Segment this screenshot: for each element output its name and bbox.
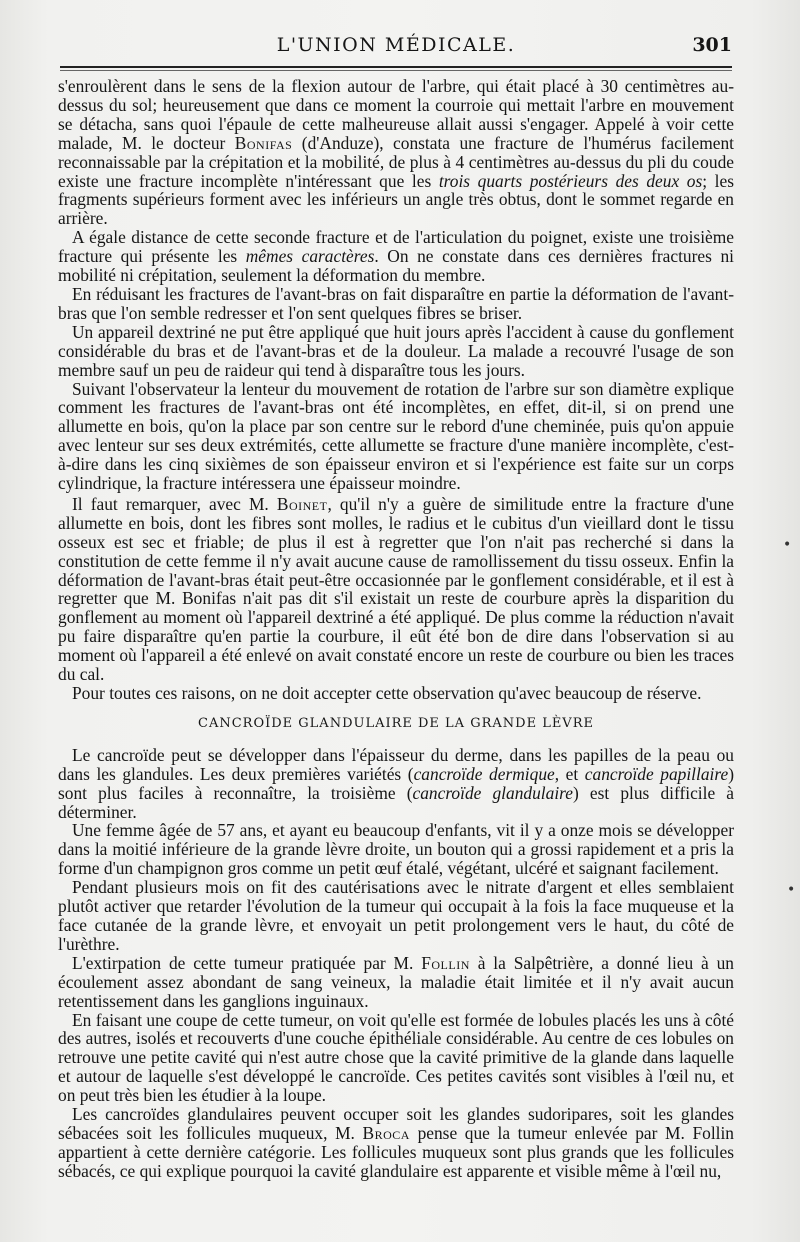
paragraph <box>58 285 734 323</box>
emphasis-text: cancroïde papillaire <box>584 763 729 784</box>
paragraph-text: , qu'il n'y a guère de similitude entre la fracture d'une allumette en bois, dont les fibres sont molles, le radius et le cubitus d'un vieillard dont le tissu osseux est sec et friable; de plus il est à regretter que l'on n'ait pas recherché si dans la constitution de cette femme il n'y avait aucune cause de ramollissement du tissu osseux. Enfin la déformation de l'avant-bras était peut-être occasionnée par le gonflement considérable, et il est à regretter que M. Bonifas n'ait pas dit s'il existait un reste de courbure après la disparition du gonflement au moment où l'appareil dextriné a été appliqué. De plus comme la réduction n'avait pu faire disparaître qu'en partie la courbure, il eût été bon de dire dans l'observation si au moment où l'appareil a été enlevé on avait constaté encore un reste de courbure ou bien les traces du cal. <box>58 493 734 685</box>
paragraph-text: s'enroulèrent dans le sens de la flexion autour de l'arbre, qui était placé à 30 centimètres au-dessus du sol; heureusement que dans ce moment la courroie qui mettait l'arbre en mouvement se détacha, sans quoi l'épaule de cette malheureuse allait aussi s'engager. Appelé à voir cette malade, M. le docteur <box>58 76 734 153</box>
header-rule-thin <box>60 70 732 71</box>
page-header <box>60 32 732 62</box>
paragraph-text: ) est plus difficile à déterminer. <box>58 782 734 822</box>
paragraph <box>58 746 734 822</box>
paragraph-text: Il faut remarquer, avec M. <box>72 493 277 514</box>
paragraph-text: . On ne constate dans ces dernières fractures ni mobilité ni crépitation, seulement la déformation du membre. <box>58 246 734 286</box>
paragraph <box>58 228 734 285</box>
paragraph-text: ; les fragments supérieurs forment avec les inférieurs un angle très obtus, dont le sommet regarde en arrière. <box>58 170 734 229</box>
emphasis-text: cancroïde dermique <box>413 763 555 784</box>
page-number: 301 <box>692 34 732 56</box>
paragraph-text: Un appareil dextriné ne put être appliqué que huit jours après l'accident à cause du gonflement considérable du bras et de l'avant-bras et de la douleur. La malade a recouvré l'usage de son membre sauf un peu de raideur qui tend à disparaître tous les jours. <box>58 321 734 380</box>
paragraph <box>58 954 734 1011</box>
paragraph <box>58 495 734 684</box>
paragraph-text: , et <box>554 763 585 784</box>
author-name: Broca <box>362 1122 410 1143</box>
author-name: Boinet <box>276 493 328 514</box>
paragraph-text: Suivant l'observateur la lenteur du mouvement de rotation de l'arbre sur son diamètre explique comment les fractures de l'avant-bras ont été incomplètes, en effet, dit-il, si on prend une allumette en bois, qu'on la place par son centre sur le rebord d'une cheminée, puis qu'on appuie avec lenteur sur ses deux extrémités, cette allumette se fracture d'une manière incomplète, c'est-à-dire dans les cinq sixièmes de son épaisseur environ et si l'expérience est faite sur un corps cylindrique, la fracture intéressera une épaisseur moindre. <box>58 378 734 494</box>
article-part-1 <box>58 77 734 703</box>
paragraph-text: En faisant une coupe de cette tumeur, on voit qu'elle est formée de lobules placés les uns à côté des autres, isolés et recouverts d'une couche épithéliale considérable. Au centre de ces lobules on retrouve une petite cavité qui n'est autre chose que la cavité primitive de la glande dans laquelle et autour de laquelle s'est développé le cancroïde. Ces petites cavités sont visibles à l'œil nu, et on peut très bien les étudier à la loupe. <box>58 1009 734 1106</box>
paragraph <box>58 684 734 703</box>
paragraph <box>58 1011 734 1106</box>
section-title: CANCROÏDE GLANDULAIRE DE LA GRANDE LÈVRE <box>198 715 594 731</box>
margin-mark: • <box>783 537 792 553</box>
emphasis-text: mêmes caractères <box>245 246 375 267</box>
article-part-2 <box>58 746 734 1181</box>
paragraph-text: Pendant plusieurs mois on fit des cautérisations avec le nitrate d'argent et elles semblaient plutôt activer que retarder l'évolution de la tumeur qui occupait à la fois la face muqueuse et la face cutanée de la grande lèvre, et envoyait un petit prolongement vers le haut, du côté de l'urèthre. <box>58 877 734 954</box>
author-name: Follin <box>421 952 470 973</box>
paragraph-text: Pour toutes ces raisons, on ne doit accepter cette observation qu'avec beaucoup de réserve. <box>72 683 702 703</box>
paragraph-text: (d'Anduze), constata une fracture de l'humérus facilement reconnaissable par la crépitation et la mobilité, de plus à 4 centimètres au-dessus du pli du coude existe une fracture incomplète n'intéressant que les <box>58 132 734 191</box>
margin-mark: • <box>787 882 796 898</box>
paragraph <box>58 323 734 380</box>
author-name: Bonifas <box>234 132 293 153</box>
paragraph-text: L'extirpation de cette tumeur pratiquée par M. <box>72 952 422 973</box>
article-body <box>58 77 734 1181</box>
emphasis-text: cancroïde glandulaire <box>412 782 573 803</box>
paragraph-text: Le cancroïde peut se développer dans l'épaisseur du derme, dans les papilles de la peau ou dans les glandules. Les deux premières variétés ( <box>58 744 734 784</box>
paragraph <box>58 77 734 228</box>
paragraph-text: Une femme âgée de 57 ans, et ayant eu beaucoup d'enfants, vit il y a onze mois se développer dans la moitié inférieure de la grande lèvre droite, un bouton qui a grossi rapidement et a pris la forme d'un champignon gros comme un petit œuf étalé, végétant, ulcéré et saignant facilement. <box>58 820 734 879</box>
paragraph-text: Les cancroïdes glandulaires peuvent occuper soit les glandes sudoripares, soit les glandes sébacées soit les follicules muqueux, M. <box>58 1104 734 1143</box>
paragraph-text: En réduisant les fractures de l'avant-bras on fait disparaître en partie la déformation de l'avant-bras que l'on semble redresser et l'on sent quelques fibres se briser. <box>58 283 734 323</box>
header-rule <box>60 66 732 68</box>
paragraph-text: ) sont plus faciles à reconnaître, la troisième ( <box>58 763 735 803</box>
emphasis-text: trois quarts postérieurs des deux os <box>438 170 703 191</box>
paragraph <box>58 821 734 878</box>
running-title: L'UNION MÉDICALE. <box>276 34 516 56</box>
paragraph <box>58 878 734 954</box>
paragraph-text: A égale distance de cette seconde fracture et de l'articulation du poignet, existe une troisième fracture qui présente les <box>58 227 734 267</box>
paragraph <box>58 1105 734 1181</box>
paragraph-text: pense que la tumeur enlevée par M. Follin appartient à cette dernière catégorie. Les follicules muqueux sont plus grands que les follicules sébacés, ce qui explique pourquoi la cavité glandulaire est apparente et visible même à l'œil nu, <box>58 1122 735 1181</box>
paragraph <box>58 380 734 493</box>
paragraph-text: à la Salpêtrière, a donné lieu à un écoulement assez abondant de sang veineux, la maladie était limitée et il n'y avait aucun retentissement dans les ganglions inguinaux. <box>58 952 734 1011</box>
